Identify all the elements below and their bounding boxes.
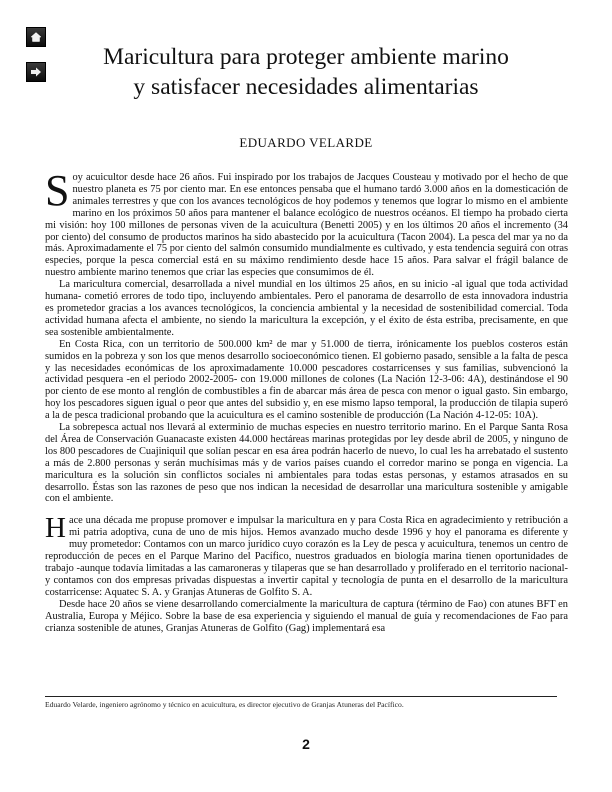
paragraph-5	[45, 512, 568, 598]
footnote: Eduardo Velarde, ingeniero agrónomo y técnico en acuicultura, es director ejecutivo de Granjas Atuneras del Pacífico.	[45, 700, 404, 709]
drop-cap-h: H	[45, 512, 66, 545]
paragraph-2: La maricultura comercial, desarrollada a nivel mundial en los últimos 25 años, en su inicio -al igual que toda actividad humana- cometió errores de todo tipo, incluyendo ambientales. Pero el panorama de desarrollo de esta innovadora industria es prometedor gracias a los avances tecnológicos, la conciencia ambiental y la necesidad de sostenibilidad comercial. Toda actividad humana afecta el ambiente, no siendo la maricultura la excepción, y el éxito de ésta estriba, precisamente, en que sea sostenible ambientalmente.	[45, 279, 568, 338]
article-body	[45, 166, 568, 634]
paragraph-3: En Costa Rica, con un territorio de 500.000 km² de mar y 51.000 de tierra, irónicamente los pueblos costeros están sumidos en la pobreza y son los que menos desarrollo socioeconómico tienen. El gobierno pasado, sensible a la falta de pesca y las necesidades económicas de los aproximadamente 10.000 pescadores costarricenses y sus familias, subvencionó la actividad pesquera -en el periodo 2002-2005- con 19.000 millones de colones (La Nación 12-3-06: 4A), destinándose el 90 por ciento de ese monto al renglón de combustibles a fin de abarcar más área de pesca con menor o igual gasto. Sin embargo, hoy los pescadores siguen igual o peor que antes del subsidio y, en ese mismo lapso temporal, la producción de tilapia superó a la de pesca tradicional probando que la acuicultura es el camino sostenible de producción (La Nación 4-12-05: 10A).	[45, 338, 568, 422]
paragraph-1-text: oy acuicultor desde hace 26 años. Fui inspirado por los trabajos de Jacques Cousteau y motivado por el hecho de que nuestro planeta es 75 por ciento mar. En ese entonces pensaba que el humano tardó 3.000 años en la domesticación de animales terrestres y que con los avances tecnológicos de hoy podemos y tenemos que lograr lo mismo en el ambiente marino en los próximos 50 años para mantener el balance ecológico de nuestros océanos. El tiempo ha probado cierta mi visión: hoy 100 millones de personas viven de la acuicultura (Benetti 2005) y en los últimos 20 años el incremento (34 por ciento) del consumo de productos marinos ha sido abastecido por la acuicultura (Tacon 2004). La pesca del mar ya no da más. Aproximadamente el 75 por ciento del salmón consumido mundialmente es cultivado, y esta tendencia seguirá con otras especies, porque la pesca comercial está en su máximo rendimiento desde hace 15 años. Para salvar el frágil balance de nuestro ambiente marino tenemos que criar las especies que consumimos de él.	[45, 172, 568, 279]
paragraph-6: Desde hace 20 años se viene desarrollando comercialmente la maricultura de captura (término de Fao) con atunes BFT en Australia, Europa y Méjico. Sobre la base de esa experiencia y siguiendo el manual de guía y recomendaciones de Fao para crianza sostenible de atunes, Granjas Atuneras de Golfito (Gag) implementará esa	[45, 598, 568, 634]
article-title	[40, 42, 572, 102]
paragraph-5-text: ace una década me propuse promover e impulsar la maricultura en y para Costa Rica en agradecimiento y retribución a mi patria adoptiva, cuna de uno de mis hijos. Hemos avanzado mucho desde 1996 y hoy el panorama es diferente y muy prometedor: Contamos con un marco jurídico cuyo corazón es la Ley de pesca y acuicultura, tenemos un centro de reproducción de peces en el Parque Marino del Pacífico, nuestros graduados en biología marina tienen oportunidades de trabajo -aunque todavía limitadas a las camaroneras y tilaperas que se han desarrollado y proliferado en el territorio nacional- y contamos con dos empresas privadas dispuestas a invertir capital y tecnología de punta en el desarrollo de la maricultura costarricense: Aquatec S. A. y Granjas Atuneras de Golfito S. A.	[45, 515, 568, 598]
drop-cap-s: S	[45, 166, 70, 215]
title-line-1: Maricultura para proteger ambiente marino	[103, 44, 509, 70]
title-line-2: y satisfacer necesidades alimentarias	[133, 74, 479, 100]
footnote-divider	[45, 696, 557, 697]
paragraph-4: La sobrepesca actual nos llevará al exterminio de muchas especies en nuestro territorio marino. En el Parque Santa Rosa del Área de Conservación Guanacaste existen 44.000 hectáreas marinas protegidas por ley desde abril de 2005, y ninguno de los 800 pescadores de Cuajiniquil que solían pescar en esa área podrán hacerlo de nuevo, lo cual les ha arrebatado el sustento a más de 2.800 personas y serán muchísimas más y de varios países cuando el corredor marino se ponga en vigencia. La maricultura es la solución sin conflictos sociales ni ambientales para todas estas personas, y estamos atrasados en su desarrollo. Éstas son las razones de peso que nos indican la necesidad de desarrollar una maricultura sostenible y amigable con el ambiente.	[45, 422, 568, 505]
paragraph-1	[45, 166, 568, 279]
page-number: 2	[302, 736, 310, 752]
author-name: EDUARDO VELARDE	[239, 135, 373, 150]
